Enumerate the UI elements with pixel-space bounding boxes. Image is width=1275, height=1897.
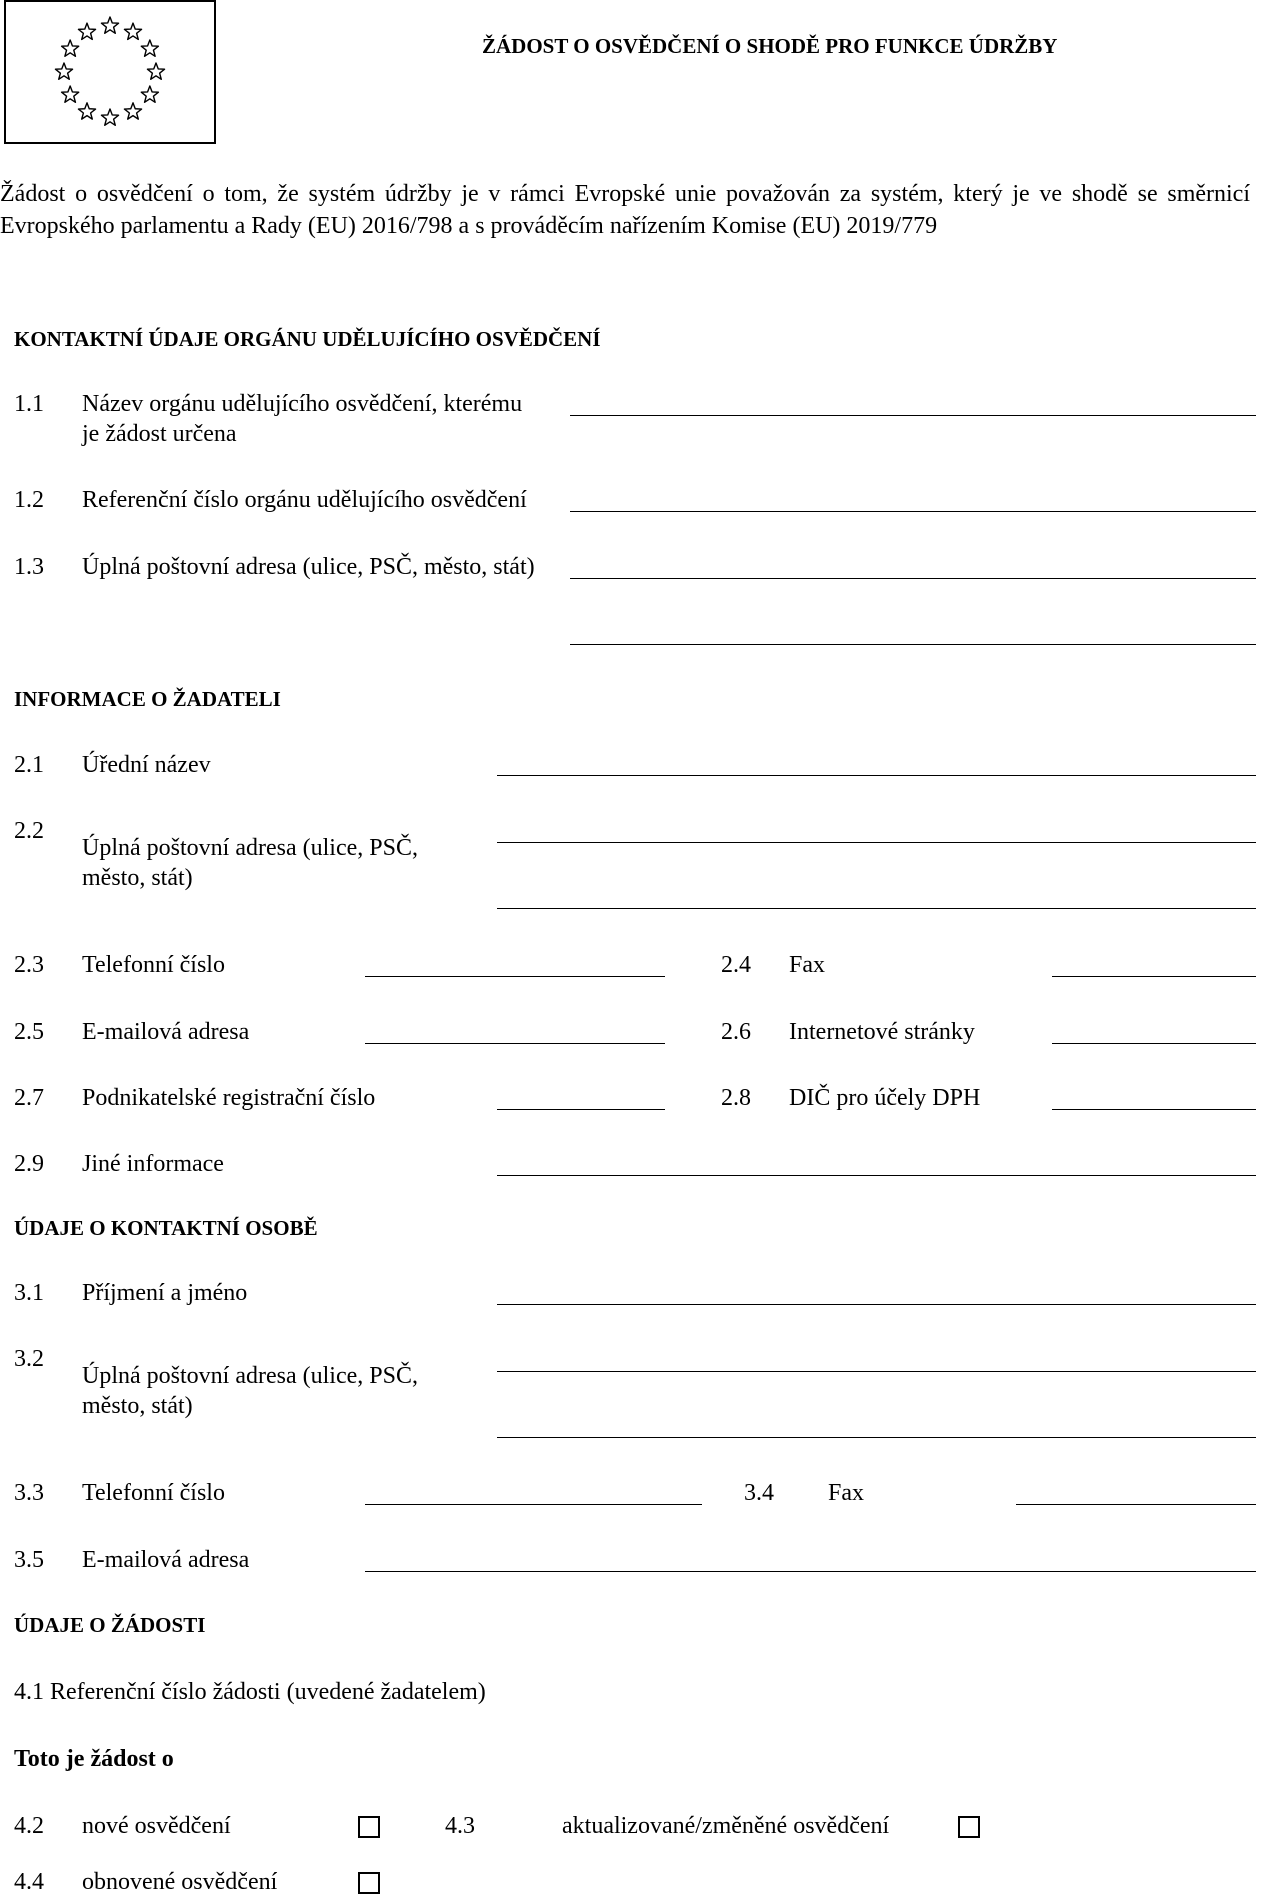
item-3-2-label-line1: Úplná poštovní adresa (ulice, PSČ, (82, 1363, 418, 1389)
field-1-2-line[interactable] (570, 511, 1256, 512)
field-2-6-line[interactable] (1052, 1043, 1256, 1044)
field-3-3-line[interactable] (365, 1504, 702, 1505)
item-3-2-label-line2: město, stát) (82, 1393, 193, 1419)
field-2-5-line[interactable] (365, 1043, 665, 1044)
field-2-4-line[interactable] (1052, 976, 1256, 977)
field-1-3-line-1[interactable] (570, 578, 1256, 579)
item-2-1-number: 2.1 (14, 752, 44, 778)
field-3-2-line-1[interactable] (497, 1371, 1256, 1372)
item-1-2-number: 1.2 (14, 487, 44, 513)
option-4-3-number: 4.3 (445, 1813, 475, 1839)
intro-line-1: Žádost o osvědčení o tom, že systém údržby je v rámci Evropské unie považován za systém, který je ve shodě se směrnicí (0, 181, 1250, 207)
option-4-4-checkbox[interactable] (358, 1872, 380, 1894)
eu-flag-icon (6, 2, 214, 142)
document-title: ŽÁDOST O OSVĚDČENÍ O SHODĚ PRO FUNKCE ÚDRŽBY (482, 34, 1058, 58)
item-2-9-number: 2.9 (14, 1151, 44, 1177)
field-2-7-line[interactable] (497, 1109, 665, 1110)
item-1-1-label-line2: je žádost určena (82, 421, 237, 447)
item-2-3-label: Telefonní číslo (82, 952, 225, 978)
item-2-6-label: Internetové stránky (789, 1019, 975, 1045)
option-4-3-label: aktualizované/změněné osvědčení (562, 1813, 890, 1839)
request-ref-label: 4.1 Referenční číslo žádosti (uvedené žadatelem) (14, 1679, 486, 1705)
item-2-6-number: 2.6 (721, 1019, 751, 1045)
item-2-8-label: DIČ pro účely DPH (789, 1085, 981, 1111)
option-4-2-number: 4.2 (14, 1813, 44, 1839)
eu-flag (4, 0, 216, 144)
item-2-7-number: 2.7 (14, 1085, 44, 1111)
item-1-1-label-line1: Název orgánu udělujícího osvědčení, kterému (82, 391, 523, 417)
flag-star-icon (78, 23, 95, 39)
item-3-2-number: 3.2 (14, 1346, 44, 1372)
option-4-3-checkbox[interactable] (958, 1816, 980, 1838)
item-3-3-number: 3.3 (14, 1480, 44, 1506)
item-2-5-number: 2.5 (14, 1019, 44, 1045)
section3-heading: ÚDAJE O KONTAKTNÍ OSOBĚ (14, 1216, 318, 1240)
item-2-2-number: 2.2 (14, 818, 44, 844)
section2-heading: INFORMACE O ŽADATELI (14, 687, 281, 711)
item-3-1-number: 3.1 (14, 1280, 44, 1306)
item-2-8-number: 2.8 (721, 1085, 751, 1111)
intro-paragraph (0, 178, 1250, 242)
flag-star-icon (55, 63, 72, 79)
flag-star-icon (78, 103, 95, 119)
item-3-4-label: Fax (828, 1480, 864, 1506)
field-3-2-line-2[interactable] (497, 1437, 1256, 1438)
field-2-8-line[interactable] (1052, 1109, 1256, 1110)
item-2-3-number: 2.3 (14, 952, 44, 978)
item-2-7-label: Podnikatelské registrační číslo (82, 1085, 376, 1111)
item-2-5-label: E-mailová adresa (82, 1019, 250, 1045)
item-2-2-label-line2: město, stát) (82, 865, 193, 891)
field-1-3-line-2[interactable] (570, 644, 1256, 645)
item-1-2-label: Referenční číslo orgánu udělujícího osvědčení (82, 487, 527, 513)
intro-line-2: Evropského parlamentu a Rady (EU) 2016/798 a s prováděcím nařízením Komise (EU) 2019/779 (0, 213, 938, 239)
flag-star-icon (62, 86, 79, 102)
item-3-1-label: Příjmení a jméno (82, 1280, 248, 1306)
item-1-3-number: 1.3 (14, 554, 44, 580)
flag-star-icon (141, 86, 158, 102)
item-1-3-label: Úplná poštovní adresa (ulice, PSČ, město, stát) (82, 554, 535, 580)
item-1-1-number: 1.1 (14, 391, 44, 417)
field-2-2-line-1[interactable] (497, 842, 1256, 843)
field-2-3-line[interactable] (365, 976, 665, 977)
item-2-2-label-line1: Úplná poštovní adresa (ulice, PSČ, (82, 835, 418, 861)
option-4-2-checkbox[interactable] (358, 1816, 380, 1838)
flag-star-icon (124, 103, 141, 119)
field-2-9-line[interactable] (497, 1175, 1256, 1176)
field-3-4-line[interactable] (1016, 1504, 1256, 1505)
flag-star-icon (101, 109, 118, 125)
item-2-1-label: Úřední název (82, 752, 211, 778)
field-1-1-line[interactable] (570, 415, 1256, 416)
item-2-9-label: Jiné informace (82, 1151, 224, 1177)
field-2-2-line-2[interactable] (497, 908, 1256, 909)
field-3-1-line[interactable] (497, 1304, 1256, 1305)
flag-star-icon (62, 40, 79, 56)
flag-star-icon (147, 63, 164, 79)
flag-star-icon (124, 23, 141, 39)
option-4-4-label: obnovené osvědčení (82, 1869, 278, 1895)
item-3-5-label: E-mailová adresa (82, 1547, 250, 1573)
item-3-5-number: 3.5 (14, 1547, 44, 1573)
item-3-4-number: 3.4 (744, 1480, 774, 1506)
section4-heading: ÚDAJE O ŽÁDOSTI (14, 1613, 206, 1637)
item-3-3-label: Telefonní číslo (82, 1480, 225, 1506)
field-3-5-line[interactable] (365, 1571, 1256, 1572)
item-2-4-label: Fax (789, 952, 825, 978)
flag-star-icon (141, 40, 158, 56)
request-type-subheading: Toto je žádost o (14, 1746, 174, 1772)
section1-heading: KONTAKTNÍ ÚDAJE ORGÁNU UDĚLUJÍCÍHO OSVĚDČENÍ (14, 327, 601, 351)
field-2-1-line[interactable] (497, 775, 1256, 776)
flag-star-icon (101, 17, 118, 33)
option-4-2-label: nové osvědčení (82, 1813, 231, 1839)
option-4-4-number: 4.4 (14, 1869, 44, 1895)
item-2-4-number: 2.4 (721, 952, 751, 978)
